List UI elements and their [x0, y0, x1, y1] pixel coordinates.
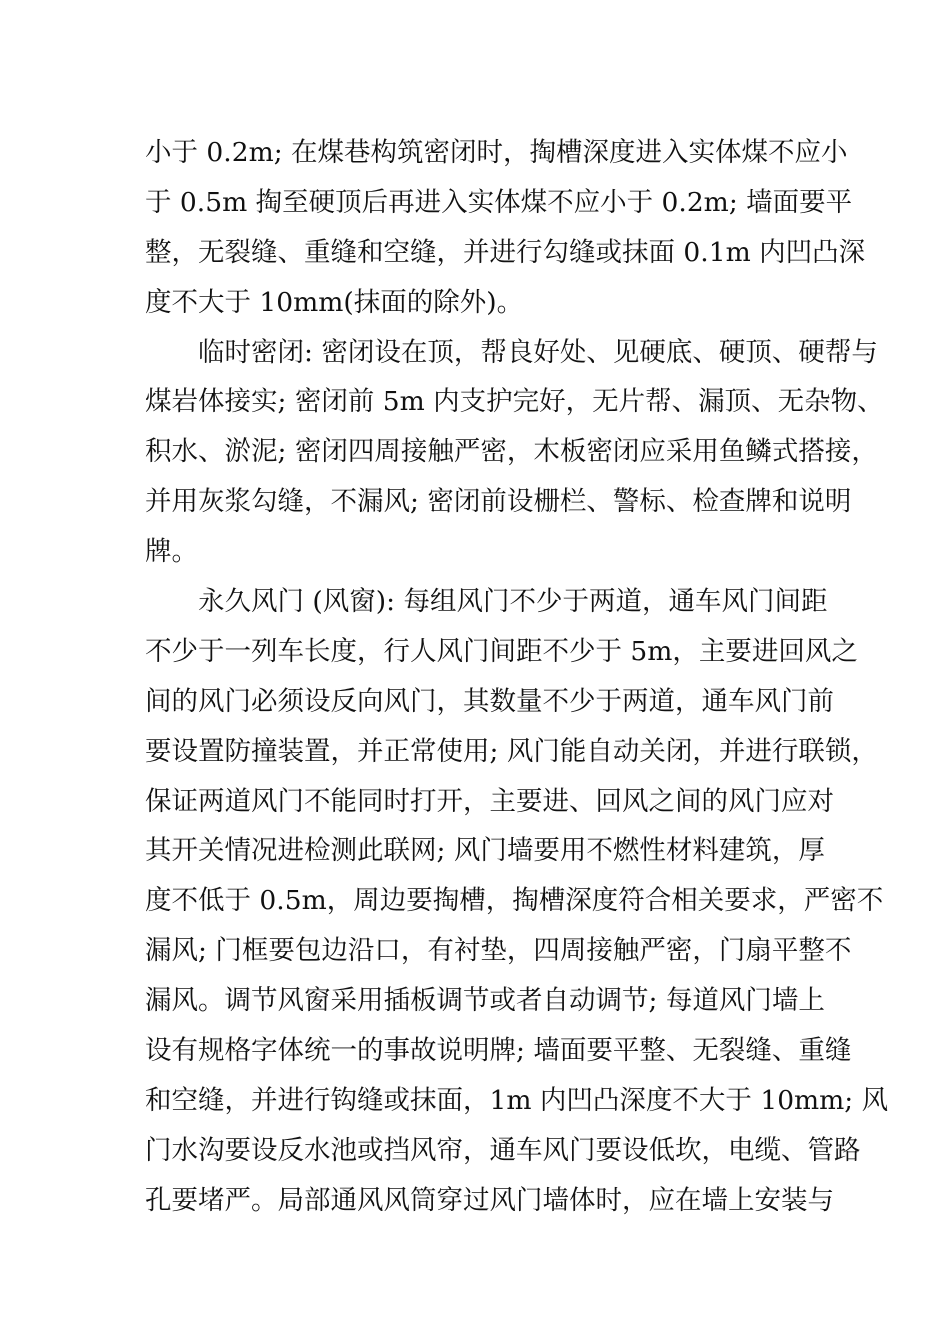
- text-line: 并用灰浆勾缝，不漏风; 密闭前设栅栏、警标、检查牌和说明: [145, 486, 852, 518]
- text-line: 门水沟要设反水池或挡风帘，通车风门要设低坎，电缆、管路: [145, 1134, 861, 1166]
- text-line: 其开关情况进检测此联网; 风门墙要用不燃性材料建筑，厚: [145, 835, 825, 867]
- text-line: 积水、淤泥; 密闭四周接触严密，木板密闭应采用鱼鳞式搭接，: [145, 436, 878, 468]
- text-line: 孔要堵严。局部通风风筒穿过风门墙体时，应在墙上安装与: [145, 1184, 834, 1216]
- text-line: 漏风; 门框要包边沿口，有衬垫，四周接触严密，门扇平整不: [145, 935, 852, 967]
- text-line: 小于 0.2m; 在煤巷构筑密闭时，掏槽深度进入实体煤不应小: [145, 137, 848, 168]
- text-line: 永久风门 (风窗): 每组风门不少于两道，通车风门间距: [198, 586, 828, 618]
- text-line: 和空缝，并进行钩缝或抹面，1m 内凹凸深度不大于 10mm; 风: [145, 1084, 889, 1116]
- text-line: 临时密闭: 密闭设在顶，帮良好处、见硬底、硬顶、硬帮与: [198, 336, 878, 368]
- text-line: 煤岩体接实; 密闭前 5m 内支护完好，无片帮、漏顶、无杂物、: [145, 386, 884, 418]
- text-line: 整，无裂缝、重缝和空缝，并进行勾缝或抹面 0.1m 内凹凸深: [145, 236, 866, 268]
- text-line: 度不低于 0.5m，周边要掏槽，掏槽深度符合相关要求，严密不: [145, 885, 884, 917]
- text-line: 要设置防撞装置，并正常使用; 风门能自动关闭，并进行联锁，: [145, 735, 878, 767]
- document-body: [145, 128, 889, 1226]
- text-line: 设有规格字体统一的事故说明牌; 墙面要平整、无裂缝、重缝: [145, 1035, 852, 1067]
- text-line: 间的风门必须设反向风门，其数量不少于两道，通车风门前: [145, 685, 834, 717]
- text-line: 漏风。调节风窗采用插板调节或者自动调节; 每道风门墙上: [145, 985, 825, 1017]
- text-line: 于 0.5m 掏至硬顶后再进入实体煤不应小于 0.2m; 墙面要平: [145, 186, 853, 218]
- text-line: 保证两道风门不能同时打开，主要进、回风之间的风门应对: [145, 785, 834, 817]
- text-line: 不少于一列车长度，行人风门间距不少于 5m，主要进回风之: [145, 635, 858, 667]
- text-line: 牌。: [145, 536, 198, 568]
- text-line: 度不大于 10mm(抹面的除外)。: [145, 286, 524, 318]
